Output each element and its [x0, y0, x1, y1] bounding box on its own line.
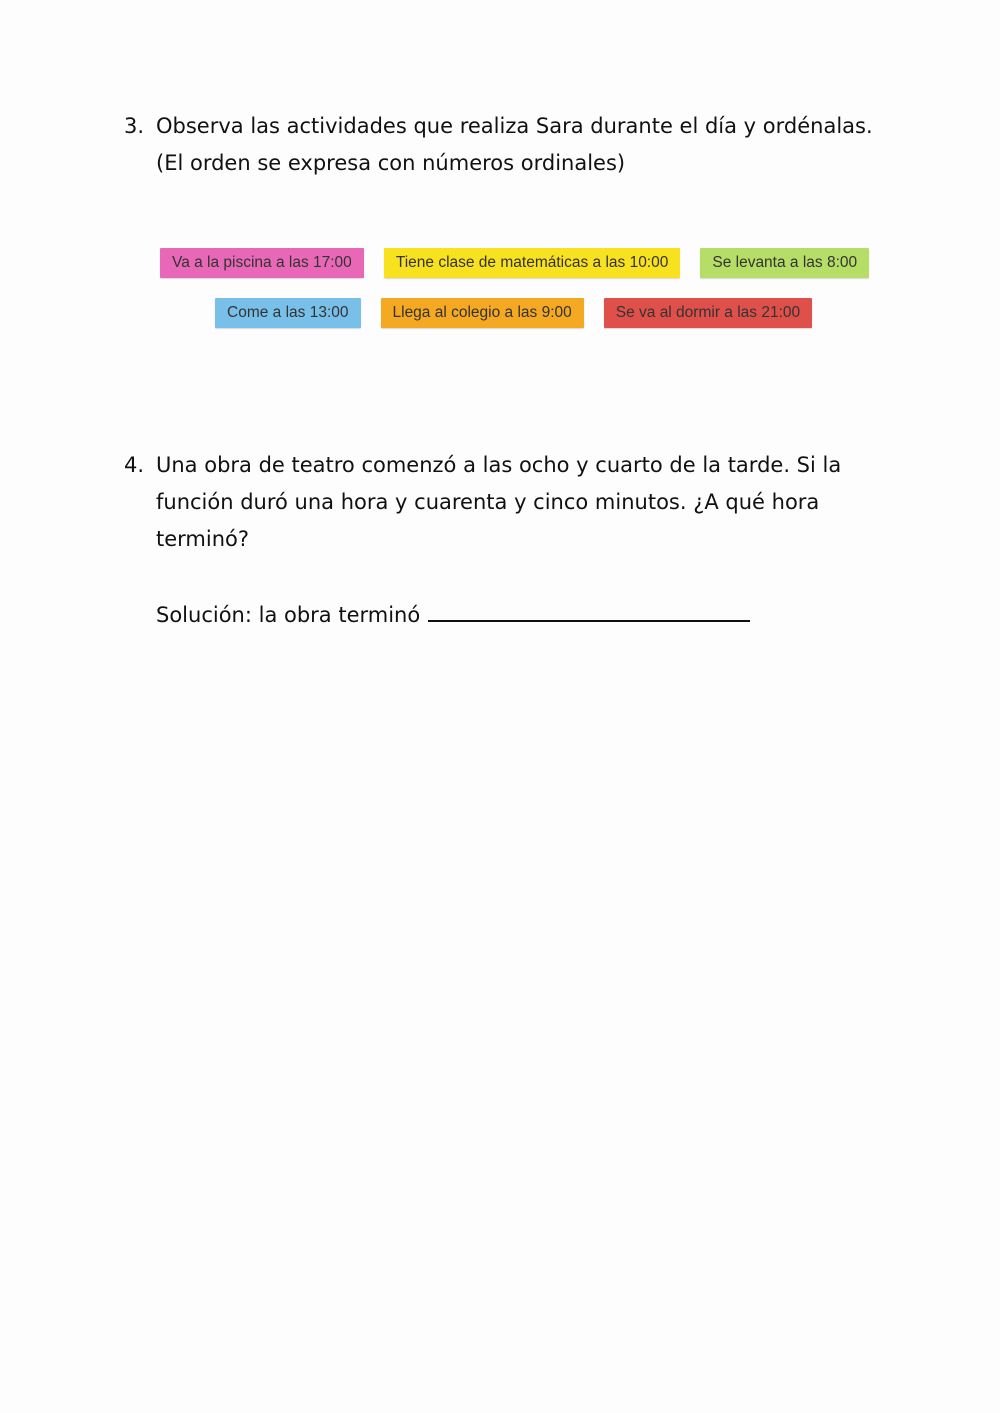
question-4-text-line-1: Una obra de teatro comenzó a las ocho y cuarto de la tarde. Si la	[156, 453, 842, 477]
question-3-text-line-1: Observa las actividades que realiza Sara durante el día y ordénalas.	[156, 114, 873, 138]
activity-chip[interactable]: Llega al colegio a las 9:00	[381, 298, 584, 328]
question-3-text-line-2: (El orden se expresa con números ordinales)	[156, 151, 626, 175]
answer-blank[interactable]	[428, 598, 750, 622]
solution-line	[156, 597, 750, 634]
question-3	[124, 108, 914, 182]
question-3-number: 3.	[124, 114, 145, 138]
solution-label: Solución: la obra terminó	[156, 603, 421, 627]
activity-chip[interactable]: Come a las 13:00	[215, 298, 361, 328]
activity-chip[interactable]: Va a la piscina a las 17:00	[160, 248, 364, 278]
activity-chip[interactable]: Se va al dormir a las 21:00	[604, 298, 812, 328]
question-4	[124, 447, 914, 558]
question-4-number: 4.	[124, 453, 145, 477]
activities-row-1	[160, 248, 869, 278]
question-4-text-line-2: función duró una hora y cuarenta y cinco minutos. ¿A qué hora	[156, 490, 820, 514]
activity-chip[interactable]: Se levanta a las 8:00	[700, 248, 869, 278]
activity-chip[interactable]: Tiene clase de matemáticas a las 10:00	[384, 248, 681, 278]
question-4-text-line-3: terminó?	[156, 527, 250, 551]
activities-row-2	[215, 298, 812, 328]
